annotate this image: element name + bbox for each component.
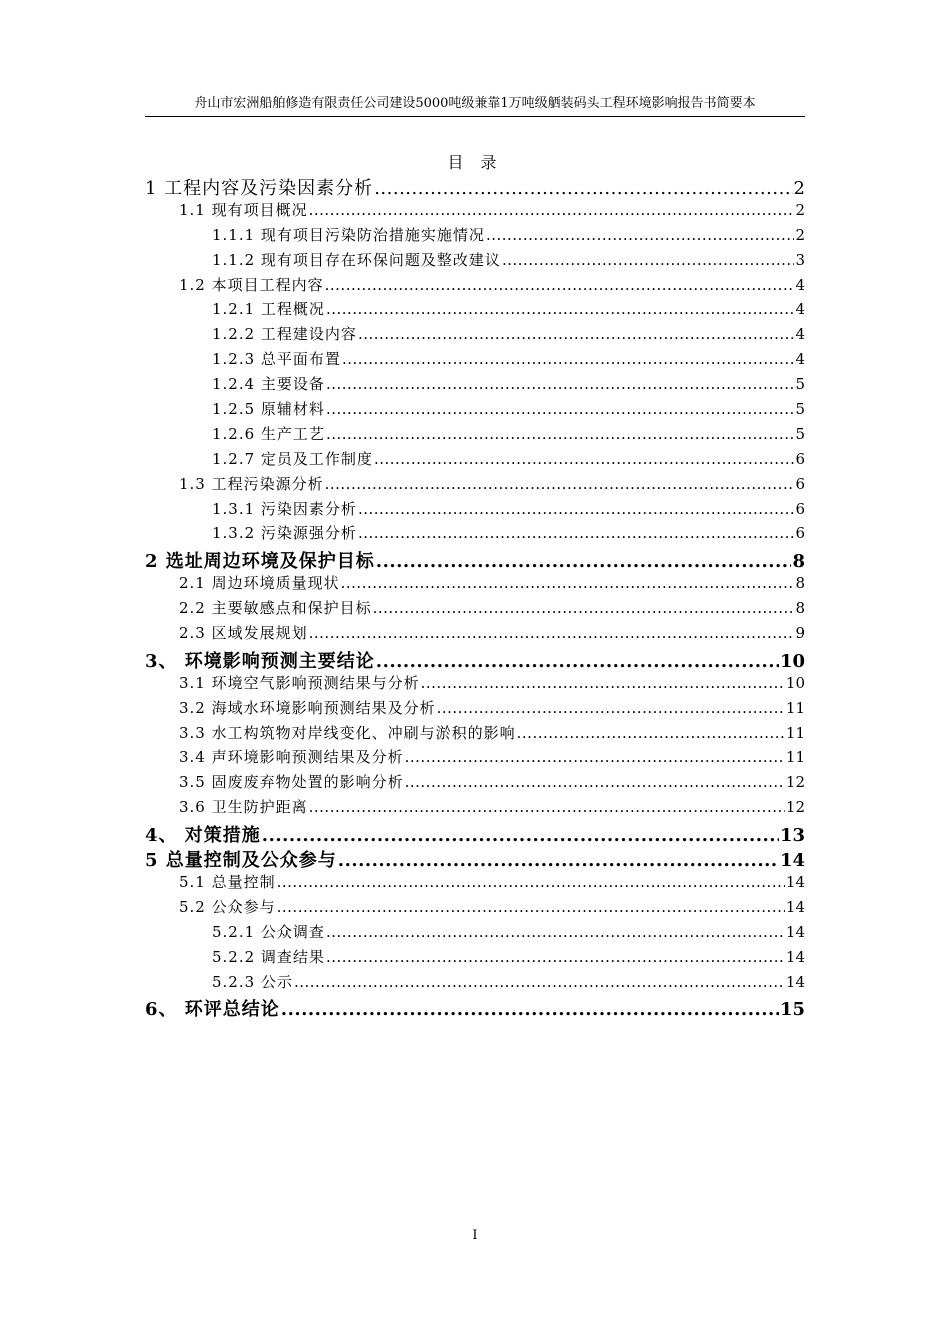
- toc-entry[interactable]: [145, 174, 805, 199]
- toc-entry[interactable]: [145, 622, 805, 647]
- toc-entry[interactable]: [145, 697, 805, 722]
- dot-leader: [358, 325, 795, 343]
- toc-entry-page: 8: [795, 599, 805, 618]
- toc-entry-page: 6: [795, 474, 805, 493]
- dot-leader: [326, 425, 795, 443]
- dot-leader: [309, 201, 795, 219]
- toc-entry-title: 2.2 主要敏感点和保护目标: [179, 599, 372, 618]
- dot-leader: [486, 226, 795, 244]
- dot-leader: [281, 999, 779, 1020]
- toc-entry[interactable]: [145, 224, 805, 249]
- toc-entry-page: 2: [795, 225, 805, 244]
- dot-leader: [374, 178, 792, 199]
- dot-leader: [342, 350, 795, 368]
- toc-entry-page: 11: [785, 723, 805, 742]
- toc-entry[interactable]: [145, 672, 805, 697]
- dot-leader: [338, 850, 779, 871]
- dot-leader: [262, 825, 779, 846]
- toc-entry[interactable]: [145, 771, 805, 796]
- toc-entry-page: 5: [795, 375, 805, 394]
- toc-entry-title: 1.2.6 生产工艺: [212, 424, 325, 443]
- toc-entry-title: 5.2.1 公众调查: [212, 922, 325, 941]
- toc-entry[interactable]: [145, 572, 805, 597]
- toc-entry-title: 5.2.2 调查结果: [212, 947, 325, 966]
- toc-entry-page: 4: [795, 325, 805, 344]
- toc-entry[interactable]: [145, 348, 805, 373]
- toc-entry-page: 12: [785, 798, 805, 817]
- toc-entry[interactable]: [145, 498, 805, 523]
- dot-leader: [517, 724, 785, 742]
- toc-entry-page: 14: [785, 897, 805, 916]
- dot-leader: [326, 400, 795, 418]
- dot-leader: [502, 251, 795, 269]
- toc-entry-page: 5: [795, 424, 805, 443]
- toc-entry[interactable]: [145, 547, 805, 572]
- toc-entry-page: 11: [785, 748, 805, 767]
- dot-leader: [405, 748, 785, 766]
- toc-entry-page: 6: [795, 524, 805, 543]
- toc-entry-title: 3.6 卫生防护距离: [179, 798, 308, 817]
- toc-entry[interactable]: [145, 896, 805, 921]
- toc-entry[interactable]: [145, 473, 805, 498]
- toc-entry[interactable]: [145, 249, 805, 274]
- dot-leader: [294, 973, 785, 991]
- toc-entry[interactable]: [145, 398, 805, 423]
- dot-leader: [309, 624, 795, 642]
- dot-leader: [376, 551, 792, 572]
- toc-entry-title: 2.3 区域发展规划: [179, 624, 308, 643]
- toc-entry-page: 10: [779, 650, 805, 672]
- toc-entry-page: 14: [785, 922, 805, 941]
- toc-entry[interactable]: [145, 821, 805, 846]
- toc-entry[interactable]: [145, 746, 805, 771]
- toc-entry-page: 14: [785, 947, 805, 966]
- toc-entry[interactable]: [145, 921, 805, 946]
- dot-leader: [277, 898, 785, 916]
- toc-entry-title: 6、 环评总结论: [145, 999, 280, 1021]
- toc-entry-title: 1.2.1 工程概况: [212, 300, 325, 319]
- toc-entry[interactable]: [145, 846, 805, 871]
- dot-leader: [277, 873, 785, 891]
- dot-leader: [374, 450, 795, 468]
- dot-leader: [309, 798, 785, 816]
- dot-leader: [341, 574, 795, 592]
- dot-leader: [373, 599, 795, 617]
- toc-entry-page: 8: [792, 551, 805, 573]
- dot-leader: [326, 300, 795, 318]
- toc-entry-title: 3、 环境影响预测主要结论: [145, 650, 375, 672]
- toc-entry[interactable]: [145, 647, 805, 672]
- toc-entry-title: 1.1.2 现有项目存在环保问题及整改建议: [212, 250, 501, 269]
- toc-entry-title: 1.2.3 总平面布置: [212, 350, 341, 369]
- toc-entry[interactable]: [145, 522, 805, 547]
- page-number: I: [472, 1228, 478, 1243]
- toc-entry-page: 6: [795, 499, 805, 518]
- toc-entry[interactable]: [145, 274, 805, 299]
- toc-entry-title: 1.3 工程污染源分析: [179, 474, 324, 493]
- dot-leader: [326, 375, 795, 393]
- toc-entry-page: 13: [779, 825, 805, 847]
- dot-leader: [421, 674, 785, 692]
- toc-entry-title: 5 总量控制及公众参与: [145, 850, 337, 872]
- toc-entry-page: 2: [793, 178, 805, 199]
- dot-leader: [437, 699, 785, 717]
- toc-entry-page: 4: [795, 275, 805, 294]
- toc-entry[interactable]: [145, 722, 805, 747]
- toc-entry-page: 2: [795, 200, 805, 219]
- toc-entry-title: 3.3 水工构筑物对岸线变化、冲刷与淤积的影响: [179, 723, 516, 742]
- toc-entry-page: 3: [795, 250, 805, 269]
- toc-entry-page: 10: [785, 673, 805, 692]
- toc-entry-page: 15: [779, 999, 805, 1021]
- toc-entry[interactable]: [145, 423, 805, 448]
- toc-entry-page: 6: [795, 449, 805, 468]
- toc-entry-page: 4: [795, 350, 805, 369]
- toc-entry[interactable]: [145, 373, 805, 398]
- toc-entry-page: 14: [779, 850, 805, 872]
- toc-entry-page: 14: [785, 972, 805, 991]
- toc-entry-page: 5: [795, 400, 805, 419]
- toc-entry-title: 1.3.2 污染源强分析: [212, 524, 357, 543]
- dot-leader: [358, 500, 795, 518]
- toc-entry-page: 9: [795, 624, 805, 643]
- table-of-contents: [145, 174, 805, 1020]
- toc-entry[interactable]: [145, 597, 805, 622]
- toc-entry[interactable]: [145, 796, 805, 821]
- toc-entry-title: 2 选址周边环境及保护目标: [145, 551, 375, 573]
- toc-entry-page: 4: [795, 300, 805, 319]
- toc-entry-title: 1.1 现有项目概况: [179, 200, 308, 219]
- toc-entry-page: 12: [785, 773, 805, 792]
- dot-leader: [325, 475, 795, 493]
- toc-entry[interactable]: [145, 199, 805, 224]
- toc-entry[interactable]: [145, 995, 805, 1020]
- dot-leader: [376, 651, 779, 672]
- toc-entry-page: 14: [785, 872, 805, 891]
- dot-leader: [358, 524, 795, 542]
- dot-leader: [326, 923, 785, 941]
- toc-entry[interactable]: [145, 946, 805, 971]
- toc-entry-title: 3.1 环境空气影响预测结果与分析: [179, 673, 420, 692]
- toc-entry-title: 1 工程内容及污染因素分析: [145, 178, 374, 199]
- dot-leader: [325, 276, 795, 294]
- toc-entry[interactable]: [145, 298, 805, 323]
- toc-entry-title: 1.2.7 定员及工作制度: [212, 449, 373, 468]
- toc-entry-title: 3.2 海域水环境影响预测结果及分析: [179, 698, 436, 717]
- toc-entry[interactable]: [145, 448, 805, 473]
- running-header: 舟山市宏洲船舶修造有限责任公司建设5000吨级兼靠1万吨级舾装码头工程环境影响报告书简要本: [145, 95, 805, 117]
- toc-entry-page: 11: [785, 698, 805, 717]
- toc-entry-title: 3.5 固废废弃物处置的影响分析: [179, 773, 404, 792]
- toc-entry[interactable]: [145, 971, 805, 996]
- dot-leader: [326, 948, 785, 966]
- dot-leader: [405, 773, 785, 791]
- toc-entry-title: 1.1.1 现有项目污染防治措施实施情况: [212, 225, 485, 244]
- toc-entry-title: 5.2.3 公示: [212, 972, 293, 991]
- toc-entry-title: 1.3.1 污染因素分析: [212, 499, 357, 518]
- toc-entry-title: 4、 对策措施: [145, 825, 261, 847]
- toc-entry-title: 1.2 本项目工程内容: [179, 275, 324, 294]
- toc-entry-title: 5.1 总量控制: [179, 872, 276, 891]
- toc-entry-title: 1.2.5 原辅材料: [212, 400, 325, 419]
- toc-entry[interactable]: [145, 323, 805, 348]
- toc-entry-title: 2.1 周边环境质量现状: [179, 574, 340, 593]
- toc-entry-page: 8: [795, 574, 805, 593]
- toc-entry-title: 3.4 声环境影响预测结果及分析: [179, 748, 404, 767]
- toc-entry-title: 5.2 公众参与: [179, 897, 276, 916]
- toc-entry-title: 1.2.4 主要设备: [212, 375, 325, 394]
- toc-entry[interactable]: [145, 871, 805, 896]
- toc-title: 目 录: [447, 153, 503, 172]
- toc-entry-title: 1.2.2 工程建设内容: [212, 325, 357, 344]
